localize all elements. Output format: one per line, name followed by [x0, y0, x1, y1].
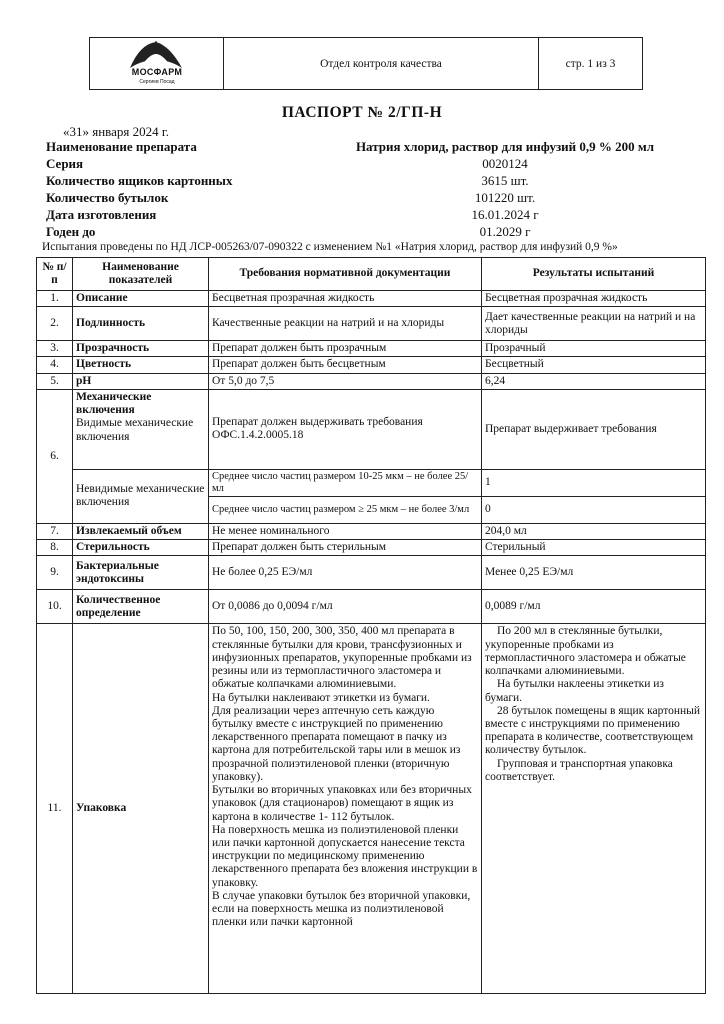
packaging-req-para: По 50, 100, 150, 200, 300, 350, 400 мл препарата в стеклянные бутылки для крови, трансфузионных и инфузионных препаратов, укупоренные пробками из резины или из термопластичного эластомера и обжатые колпачками алюминиевыми.	[212, 625, 472, 691]
row-requirement: Среднее число частиц размером ≥ 25 мкм – не более 3/мл	[209, 497, 482, 524]
logo-cell	[90, 38, 224, 89]
packaging-req-para: На поверхность мешка из полиэтиленовой пленки или пачки картонной допускается нанесение текста инструкции по медицинскому применению лекарственного препарата без вложения инструкции в упаковку.	[212, 823, 478, 889]
row-num: 4.	[37, 357, 73, 373]
info-value-manufactured: 16.01.2024 г	[471, 207, 539, 222]
row-num: 8.	[37, 540, 73, 556]
table-row	[37, 373, 706, 389]
table-row	[37, 307, 706, 341]
document-header	[89, 37, 643, 90]
row-requirement: Бесцветная прозрачная жидкость	[209, 291, 482, 307]
row-result: Бесцветная прозрачная жидкость	[482, 291, 706, 307]
row-name: Описание	[73, 291, 209, 307]
table-row	[37, 590, 706, 624]
row-requirement: Препарат должен быть бесцветным	[209, 357, 482, 373]
packaging-res-para: По 200 мл в стеклянные бутылки, укупоренные пробками из термопластичного эластомера и обжатые колпачками алюминиевыми.	[485, 625, 686, 678]
row-result: Менее 0,25 ЕЭ/мл	[482, 556, 706, 590]
packaging-req-para: На бутылки наклеивают этикетки из бумаги.	[212, 691, 430, 704]
logo-name: МОСФАРМ	[131, 67, 183, 77]
row-name: Подлинность	[73, 307, 209, 341]
info-label-series: Серия	[46, 156, 84, 171]
row-result: 0	[482, 497, 706, 524]
header-name: Наименование показателей	[73, 258, 209, 291]
table-row	[37, 341, 706, 357]
row-name: Стерильность	[73, 540, 209, 556]
table-header-row	[37, 258, 706, 291]
table-row	[37, 357, 706, 373]
info-value-expiry: 01.2029 г	[479, 224, 531, 239]
row-result: Прозрачный	[482, 341, 706, 357]
packaging-res-para: На бутылки наклеены этикетки из бумаги.	[485, 678, 664, 704]
row-result: Дает качественные реакции на натрий и на хлориды	[482, 307, 706, 341]
row-result: Стерильный	[482, 540, 706, 556]
row-requirement: Качественные реакции на натрий и на хлориды	[209, 307, 482, 341]
row-requirement: От 5,0 до 7,5	[209, 373, 482, 389]
row-result: Бесцветный	[482, 357, 706, 373]
table-row	[37, 524, 706, 540]
row-name: Бактериальные эндотоксины	[73, 556, 209, 590]
logo-subtitle: Сергиев Посад	[139, 79, 175, 85]
info-value-series: 0020124	[482, 156, 528, 171]
row-requirement: Среднее число частиц размером 10-25 мкм – не более 25/мл	[209, 469, 482, 496]
info-block	[0, 139, 724, 239]
page-number: стр. 1 из 3	[565, 57, 616, 70]
packaging-res-para: Групповая и транспортная упаковка соответствует.	[485, 757, 673, 783]
info-label-manufactured: Дата изготовления	[46, 207, 157, 222]
row-num: 11.	[37, 624, 73, 994]
row-requirement: Не более 0,25 ЕЭ/мл	[209, 556, 482, 590]
info-label-drug: Наименование препарата	[46, 139, 197, 154]
row-name: Прозрачность	[73, 341, 209, 357]
header-requirements: Требования нормативной документации	[209, 258, 482, 291]
row-name: Цветность	[73, 357, 209, 373]
row-requirement	[209, 624, 482, 994]
row-requirement: От 0,0086 до 0,0094 г/мл	[209, 590, 482, 624]
row-num: 1.	[37, 291, 73, 307]
table-row	[37, 389, 706, 469]
row-name-visible: Видимые механические включения	[76, 417, 194, 443]
header-num: № п/п	[37, 258, 73, 291]
row-name	[73, 389, 209, 469]
tested-by-note: Испытания проведены по НД ЛСР-005263/07-090322 с изменением №1 «Натрия хлорид, раствор для инфузий 0,9 %»	[42, 241, 618, 253]
row-result: 0,0089 г/мл	[482, 590, 706, 624]
row-name: pH	[73, 373, 209, 389]
passport-title: ПАСПОРТ № 2/ГП-Н	[281, 104, 443, 121]
row-name: Упаковка	[73, 624, 209, 994]
info-value-boxes: 3615 шт.	[481, 173, 529, 188]
table-row	[37, 624, 706, 994]
info-label-bottles: Количество бутылок	[46, 190, 169, 205]
row-num: 6.	[37, 389, 73, 523]
row-result: 204,0 мл	[482, 524, 706, 540]
table-row	[37, 469, 706, 496]
row-num: 10.	[37, 590, 73, 624]
info-label-expiry: Годен до	[46, 224, 96, 239]
row-result: Препарат выдерживает требования	[482, 389, 706, 469]
row-name-bold: Механические включения	[76, 390, 152, 417]
row-num: 2.	[37, 307, 73, 341]
info-label-boxes: Количество ящиков картонных	[46, 173, 233, 188]
row-requirement: Препарат должен быть стерильным	[209, 540, 482, 556]
row-num: 9.	[37, 556, 73, 590]
row-requirement: Препарат должен выдерживать требования ОФС.1.4.2.0005.18	[209, 389, 482, 469]
row-name: Извлекаемый объем	[73, 524, 209, 540]
row-result: 1	[482, 469, 706, 496]
row-num: 7.	[37, 524, 73, 540]
packaging-req-para: Бутылки во вторичных упаковках или без вторичных упаковок (для стационаров) помещают в ящик из картона в количестве 1- 112 бутылок.	[212, 784, 472, 823]
row-name-invisible: Невидимые механические включения	[73, 469, 209, 523]
info-value-bottles: 101220 шт.	[474, 190, 536, 205]
table-row	[37, 556, 706, 590]
header-results: Результаты испытаний	[482, 258, 706, 291]
packaging-req-para: В случае упаковки бутылок без вторичной упаковки, если на поверхность мешка из полиэтиленовой пленки или пачки картонной	[212, 889, 471, 929]
row-result	[482, 624, 706, 994]
row-name: Количественное определение	[73, 590, 209, 624]
row-num: 3.	[37, 341, 73, 357]
packaging-res-para: 28 бутылок помещены в ящик картонный вместе с инструкциями по применению препарата в количестве, соответствующем количеству бутылок.	[485, 704, 701, 757]
row-requirement: Не менее номинального	[209, 524, 482, 540]
test-results-table	[36, 257, 706, 994]
table-row	[37, 291, 706, 307]
packaging-req-para: Для реализации через аптечную сеть каждую бутылку вместе с инструкцией по применению лекарственного препарата помещают в пачку из картона для потребительской тары или в мешок из прозрачной полиэтиленовой пленки (вторичную упаковку).	[212, 704, 461, 783]
passport-date: «31» января 2024 г.	[63, 124, 170, 139]
row-num: 5.	[37, 373, 73, 389]
info-value-drug: Натрия хлорид, раствор для инфузий 0,9 % 200 мл	[355, 139, 655, 154]
table-row	[37, 540, 706, 556]
row-result: 6,24	[482, 373, 706, 389]
department-name: Отдел контроля качества	[320, 57, 442, 70]
row-requirement: Препарат должен быть прозрачным	[209, 341, 482, 357]
